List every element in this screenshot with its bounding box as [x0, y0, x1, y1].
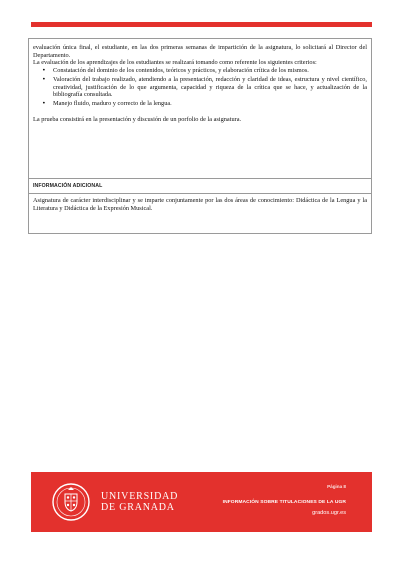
- intro-paragraph: evaluación única final, el estudiante, en las dos primeras semanas de impartición de la asignatura, lo solicitará al Director del Departamento.: [33, 44, 367, 59]
- university-seal-icon: [51, 482, 91, 522]
- criteria-item: [33, 76, 367, 99]
- page-number: Página 8: [327, 484, 346, 489]
- university-name: [101, 492, 178, 513]
- criteria-list: [33, 67, 367, 108]
- criteria-item: [33, 100, 367, 108]
- criteria-text: Manejo fluido, maduro y correcto de la lengua.: [53, 99, 172, 107]
- evaluation-body: [29, 39, 371, 123]
- criteria-item: [33, 67, 367, 75]
- evaluation-paragraph: La evaluación de los aprendizajes de los estudiantes se realizará tomando como referente los siguientes criterios:: [33, 59, 317, 67]
- page-footer: [31, 472, 372, 532]
- bullet-icon: •: [42, 67, 46, 75]
- section-divider: [29, 193, 371, 194]
- additional-info-title: INFORMACIÓN ADICIONAL: [33, 183, 103, 189]
- university-name-line2: DE GRANADA: [101, 501, 175, 513]
- website-link[interactable]: grados.ugr.es: [312, 510, 346, 516]
- additional-info-text: Asignatura de carácter interdisciplinar y se imparte conjuntamente por las dos áreas de conocimiento: Didáctica de la Lengua y la Literatura y Didáctica de la Expresión Musical.: [33, 197, 367, 212]
- bullet-icon: •: [42, 99, 46, 107]
- university-name-line1: UNIVERSIDAD: [101, 491, 179, 502]
- header-accent-bar: [31, 22, 372, 27]
- criteria-text: Constatación del dominio de los contenidos, teóricos y prácticos, y elaboración crítica de los mismos.: [53, 67, 309, 75]
- section-divider: [29, 178, 371, 179]
- bullet-icon: •: [42, 75, 46, 83]
- footer-info-title: INFORMACIÓN SOBRE TITULACIONES DE LA UGR: [222, 500, 346, 505]
- evaluation-section: [28, 38, 372, 234]
- criteria-text: Valoración del trabajo realizado, atendiendo a la presentación, redacción y claridad de ideas, estructura y nivel científico, creatividad, justificación de lo que argumenta, capacidad y riqueza de la crítica que se hace, y actualización de la bibliografía consultada.: [53, 75, 367, 99]
- closing-paragraph: La prueba consistirá en la presentación y discusión de un porfolio de la asignatura.: [33, 115, 242, 123]
